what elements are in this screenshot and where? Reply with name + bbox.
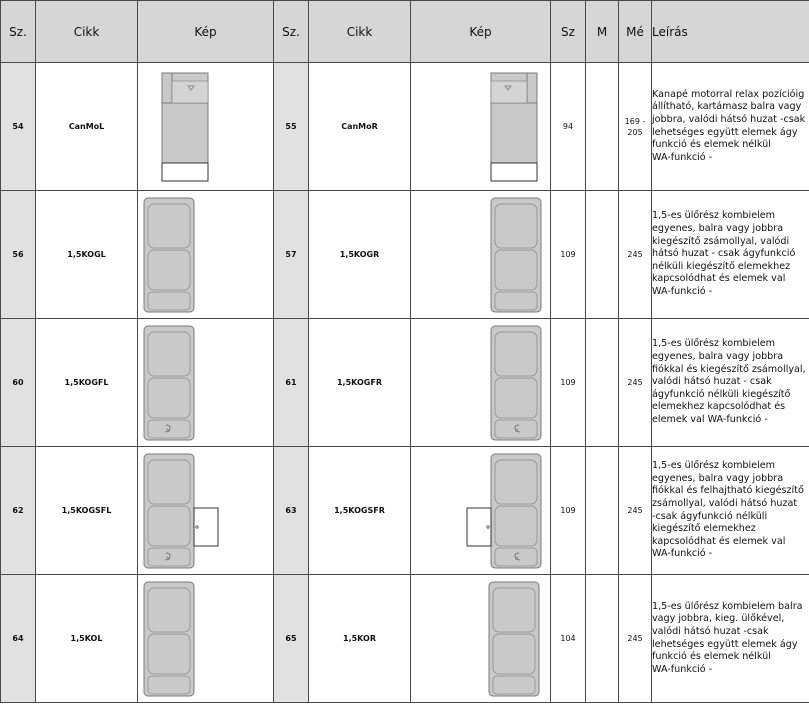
description-line: WA-funkció - <box>652 548 713 560</box>
description-line: fiókkal és kiegészítő zsámollyal, <box>652 363 806 375</box>
description-line: 1,5-es ülőrész kombielem balra <box>652 600 803 612</box>
col-header-szelesseg: Sz <box>551 1 586 63</box>
description-line: funkció és elemek nélkül <box>652 651 771 663</box>
item-code: 1,5KOGFL <box>36 319 138 447</box>
description-line: nélküli kiegészítő elemekhez <box>652 260 791 272</box>
item-drawing-cell-right <box>411 63 551 191</box>
description-line: egyenes, balra vagy jobbra <box>652 223 784 235</box>
description-line: valódi hátsó huzat - csak <box>652 376 772 388</box>
width-value: 109 <box>551 191 586 319</box>
description-line: lehetséges együtt elemek ágy <box>652 126 798 138</box>
depth-value: 169 - 205 <box>619 63 652 191</box>
description-line: hátsó huzat - csak ágyfunkció <box>652 248 796 260</box>
item-number: 54 <box>1 63 36 191</box>
col-header-melyseg: Mé <box>619 1 652 63</box>
description-line: WA-funkció - <box>652 663 713 675</box>
depth-value: 245 <box>619 447 652 575</box>
sofa-drawing-right <box>487 580 541 698</box>
table-row <box>1 191 809 319</box>
item-number-right: 55 <box>274 63 309 191</box>
depth-value: 245 <box>619 575 652 703</box>
col-header-kep: Kép <box>138 1 274 63</box>
item-drawing-cell-right <box>411 191 551 319</box>
sofa-drawing-right <box>485 69 543 185</box>
item-drawing-cell <box>138 319 274 447</box>
depth-value: 245 <box>619 319 652 447</box>
description-line: zsámollyal, valódi hátsó huzat <box>652 497 798 509</box>
item-code: 1,5KOL <box>36 575 138 703</box>
description-line: kapcsolódhat és elemek val <box>652 273 786 285</box>
description-line: 1,5-es ülőrész kombielem <box>652 210 776 222</box>
col-header-magassag: M <box>586 1 619 63</box>
item-code: 1,5KOGL <box>36 191 138 319</box>
height-value <box>586 63 619 191</box>
description-line: Kanapé motorral relax pozícióig <box>652 88 805 100</box>
description <box>652 447 809 575</box>
description-line: kiegészítő elemekhez <box>652 523 756 535</box>
item-drawing-cell-right <box>411 575 551 703</box>
sofa-drawing-left <box>142 324 196 442</box>
description-line: elemekhez kapcsolódhat és <box>652 401 786 413</box>
height-value <box>586 319 619 447</box>
item-number-right: 65 <box>274 575 309 703</box>
col-header-sz: Sz. <box>1 1 36 63</box>
description <box>652 319 809 447</box>
item-number-right: 57 <box>274 191 309 319</box>
description-line: egyenes, balra vagy jobbra <box>652 472 784 484</box>
description-line: 1,5-es ülőrész kombielem <box>652 460 776 472</box>
item-number: 56 <box>1 191 36 319</box>
item-drawing-cell <box>138 191 274 319</box>
description-line: -csak ágyfunkció nélküli <box>652 510 768 522</box>
item-drawing-cell <box>138 447 274 575</box>
item-code: 1,5KOGSFL <box>36 447 138 575</box>
description-line: 1,5-es ülőrész kombielem <box>652 338 776 350</box>
description-line: elemek val WA-funkció - <box>652 413 768 425</box>
description-line: valódi hátsó huzat -csak <box>652 625 769 637</box>
col-header-kep-right: Kép <box>411 1 551 63</box>
sofa-drawing-right <box>465 452 543 570</box>
sofa-drawing-right <box>489 196 543 314</box>
width-value: 109 <box>551 447 586 575</box>
sofa-drawing-left <box>156 69 214 185</box>
item-drawing-cell-right <box>411 319 551 447</box>
depth-value: 245 <box>619 191 652 319</box>
height-value <box>586 575 619 703</box>
description-line: állítható, kartámasz balra vagy <box>652 101 802 113</box>
description-line: vagy jobbra, kieg. ülőkével, <box>652 613 785 625</box>
col-header-sz-right: Sz. <box>274 1 309 63</box>
sofa-drawing-left <box>142 196 196 314</box>
table-row <box>1 319 809 447</box>
description-line: egyenes, balra vagy jobbra <box>652 351 784 363</box>
item-code-right: 1,5KOGFR <box>309 319 411 447</box>
sofa-drawing-left <box>142 452 220 570</box>
description-line: jobbra, valódi hátsó huzat -csak <box>652 113 806 125</box>
description <box>652 191 809 319</box>
height-value <box>586 447 619 575</box>
col-header-leiras: Leírás <box>652 1 809 63</box>
item-number: 60 <box>1 319 36 447</box>
header-row <box>1 1 809 63</box>
width-value: 94 <box>551 63 586 191</box>
sofa-drawing-left <box>142 580 196 698</box>
item-code: CanMoL <box>36 63 138 191</box>
description-line: lehetséges együtt elemek ágy <box>652 638 798 650</box>
table-row <box>1 447 809 575</box>
height-value <box>586 191 619 319</box>
description-line: WA-funkció - <box>652 151 713 163</box>
width-value: 109 <box>551 319 586 447</box>
description-line: fiókkal és felhajtható kiegészítő <box>652 485 804 497</box>
sofa-drawing-right <box>489 324 543 442</box>
item-number-right: 61 <box>274 319 309 447</box>
table-row <box>1 575 809 703</box>
table-row <box>1 63 809 191</box>
item-drawing-cell <box>138 63 274 191</box>
col-header-cikk-right: Cikk <box>309 1 411 63</box>
col-header-cikk: Cikk <box>36 1 138 63</box>
item-number: 62 <box>1 447 36 575</box>
description-line: kapcsolódhat és elemek val <box>652 535 786 547</box>
item-drawing-cell-right <box>411 447 551 575</box>
item-code-right: 1,5KOGSFR <box>309 447 411 575</box>
item-code-right: 1,5KOGR <box>309 191 411 319</box>
description <box>652 575 809 703</box>
description-line: funkció és elemek nélkül <box>652 139 771 151</box>
description <box>652 63 809 191</box>
description-line: WA-funkció - <box>652 285 713 297</box>
width-value: 104 <box>551 575 586 703</box>
description-line: ágyfunkció nélküli kiegészítő <box>652 388 791 400</box>
item-code-right: 1,5KOR <box>309 575 411 703</box>
item-drawing-cell <box>138 575 274 703</box>
item-number-right: 63 <box>274 447 309 575</box>
item-number: 64 <box>1 575 36 703</box>
item-code-right: CanMoR <box>309 63 411 191</box>
description-line: kiegészítő zsámollyal, valódi <box>652 235 790 247</box>
